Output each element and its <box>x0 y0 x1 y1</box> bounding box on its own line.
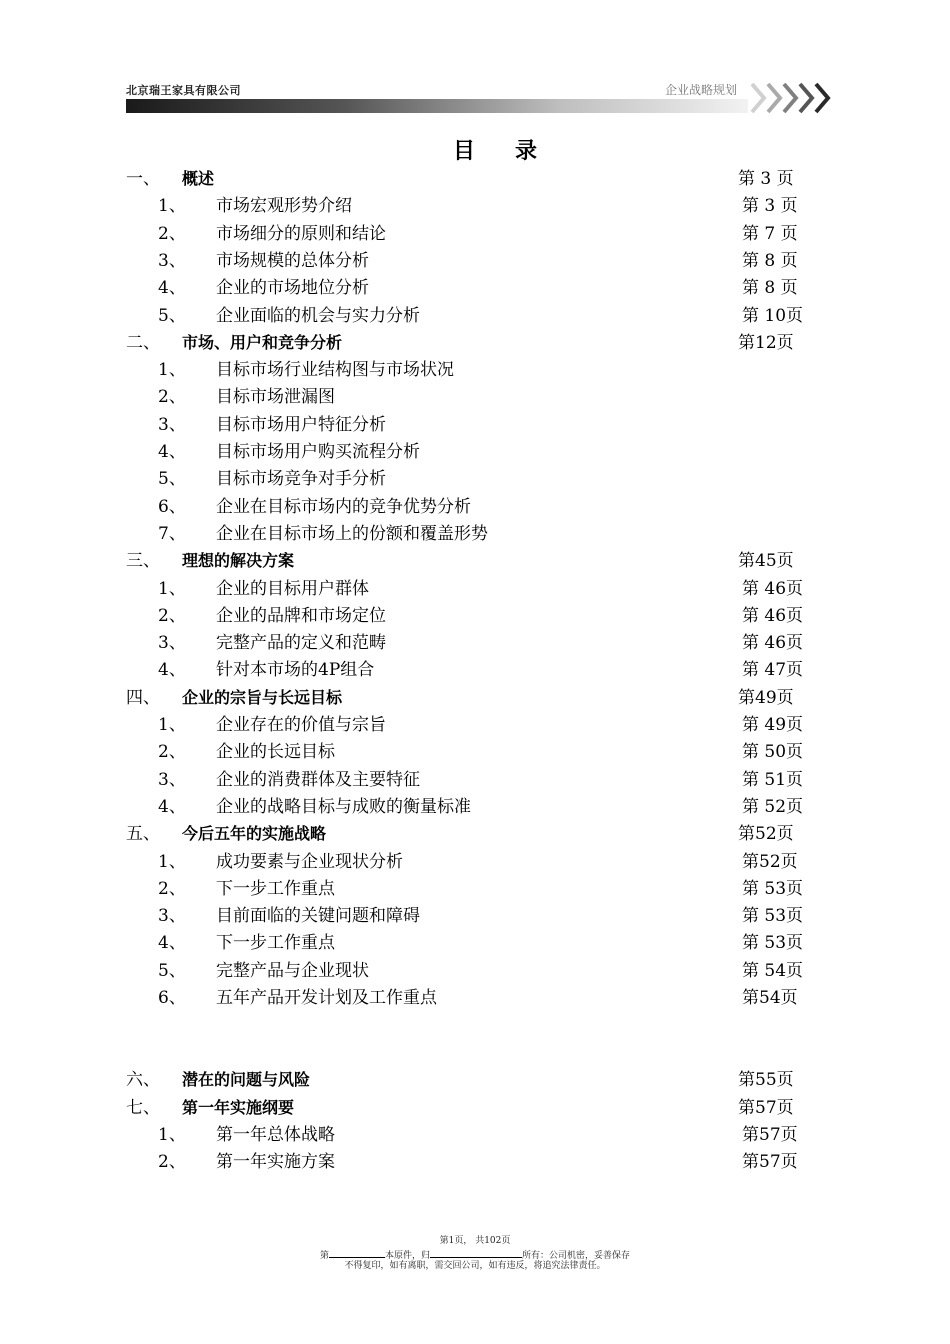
toc-page-ref: 第57页 <box>742 1152 798 1172</box>
toc-number: 1、 <box>158 1125 186 1145</box>
toc-label: 企业的品牌和市场定位 <box>216 606 386 626</box>
toc-number: 一、 <box>126 169 160 189</box>
toc-page-ref: 第 54页 <box>742 961 804 981</box>
toc-label: 完整产品与企业现状 <box>216 961 369 981</box>
toc-label: 企业在目标市场内的竞争优势分析 <box>216 497 471 517</box>
toc-label: 针对本市场的4P组合 <box>216 660 375 680</box>
toc-label: 市场细分的原则和结论 <box>216 224 386 244</box>
toc-section-row <box>0 1095 950 1121</box>
toc-number: 2、 <box>158 742 186 762</box>
footer-legal-line: 不得复印，如有离职，需交回公司，如有违反，将追究法律责任。 <box>344 1261 606 1271</box>
footer-page-info: 第1页， 共102页 <box>439 1236 511 1246</box>
toc-subsection-row <box>0 384 950 410</box>
toc-number: 二、 <box>126 333 160 353</box>
toc-label: 企业的消费群体及主要特征 <box>216 770 420 790</box>
footer-blank-1 <box>329 1248 385 1258</box>
toc-number: 2、 <box>158 387 186 407</box>
toc-section-row <box>0 330 950 356</box>
toc-subsection-row <box>0 985 950 1011</box>
toc-number: 3、 <box>158 633 186 653</box>
toc-title-right: 录 <box>515 138 538 164</box>
toc-subsection-row <box>0 712 950 738</box>
toc-number: 七、 <box>126 1098 160 1118</box>
toc-subsection-row <box>0 494 950 520</box>
toc-number: 3、 <box>158 251 186 271</box>
toc-number: 1、 <box>158 196 186 216</box>
footer-notice-a: 第 <box>319 1251 329 1261</box>
toc-page-ref: 第 51页 <box>742 770 804 790</box>
toc-number: 五、 <box>126 824 160 844</box>
toc-label: 第一年实施方案 <box>216 1152 335 1172</box>
toc-number: 2、 <box>158 1152 186 1172</box>
toc-subsection-row <box>0 439 950 465</box>
toc-number: 2、 <box>158 224 186 244</box>
toc-subsection-row <box>0 930 950 956</box>
toc-number: 四、 <box>126 688 160 708</box>
toc-subsection-row <box>0 357 950 383</box>
toc-subsection-row <box>0 958 950 984</box>
toc-number: 3、 <box>158 415 186 435</box>
toc-number: 2、 <box>158 879 186 899</box>
toc-section-row <box>0 166 950 192</box>
toc-page-ref: 第 47页 <box>742 660 804 680</box>
toc-subsection-row <box>0 739 950 765</box>
toc-label: 五年产品开发计划及工作重点 <box>216 988 437 1008</box>
toc-page-ref: 第 52页 <box>742 797 804 817</box>
toc-label: 今后五年的实施战略 <box>182 824 327 843</box>
footer-notice-c: 所有：公司机密，妥善保存 <box>522 1251 631 1261</box>
toc-subsection-row <box>0 248 950 274</box>
footer-notice-b: 本原件，归 <box>384 1251 430 1261</box>
toc-label: 企业的长远目标 <box>216 742 335 762</box>
toc-label: 第一年实施纲要 <box>182 1098 295 1117</box>
toc-page-ref: 第 46页 <box>742 579 804 599</box>
toc-page-ref: 第 7 页 <box>742 224 798 244</box>
toc-number: 5、 <box>158 469 186 489</box>
toc-subsection-row <box>0 521 950 547</box>
toc-subsection-row <box>0 767 950 793</box>
toc-label: 企业存在的价值与宗旨 <box>216 715 386 735</box>
toc-section-row <box>0 1067 950 1093</box>
toc-page-ref: 第 50页 <box>742 742 804 762</box>
toc-number: 六、 <box>126 1070 160 1090</box>
toc-page-ref: 第49页 <box>738 688 794 708</box>
toc-page-ref: 第 8 页 <box>742 251 798 271</box>
toc-number: 6、 <box>158 988 186 1008</box>
toc-page-ref: 第 3 页 <box>742 196 798 216</box>
toc-number: 5、 <box>158 306 186 326</box>
toc-label: 成功要素与企业现状分析 <box>216 852 403 872</box>
toc-number: 1、 <box>158 579 186 599</box>
toc-label: 完整产品的定义和范畴 <box>216 633 386 653</box>
toc-number: 1、 <box>158 852 186 872</box>
company-name: 北京瑞王家具有限公司 <box>126 84 241 97</box>
header-gradient-bar <box>126 99 748 113</box>
toc-title <box>0 134 950 165</box>
toc-subsection-row <box>0 412 950 438</box>
toc-page-ref: 第 46页 <box>742 633 804 653</box>
toc-label: 目前面临的关键问题和障碍 <box>216 906 420 926</box>
toc-section-row <box>0 821 950 847</box>
toc-page-ref: 第54页 <box>742 988 798 1008</box>
toc-label: 第一年总体战略 <box>216 1125 335 1145</box>
toc-page-ref: 第 10页 <box>742 306 804 326</box>
toc-label: 市场、用户和竞争分析 <box>182 333 343 352</box>
toc-label: 企业面临的机会与实力分析 <box>216 306 420 326</box>
toc-page-ref: 第 53页 <box>742 879 804 899</box>
toc-section-row <box>0 685 950 711</box>
toc-number: 4、 <box>158 933 186 953</box>
toc-label: 理想的解决方案 <box>182 551 295 570</box>
toc-label: 企业在目标市场上的份额和覆盖形势 <box>216 524 488 544</box>
toc-page-ref: 第 8 页 <box>742 278 798 298</box>
toc-subsection-row <box>0 576 950 602</box>
footer-blank-2 <box>430 1248 522 1258</box>
toc-page-ref: 第 46页 <box>742 606 804 626</box>
toc-page-ref: 第 53页 <box>742 933 804 953</box>
toc-page-ref: 第12页 <box>738 333 794 353</box>
toc-subsection-row <box>0 603 950 629</box>
toc-page-ref: 第 49页 <box>742 715 804 735</box>
toc-subsection-row <box>0 1122 950 1148</box>
toc-page-ref: 第57页 <box>738 1098 794 1118</box>
toc-number: 4、 <box>158 442 186 462</box>
toc-label: 市场规模的总体分析 <box>216 251 369 271</box>
toc-number: 1、 <box>158 360 186 380</box>
toc-section-row <box>0 548 950 574</box>
toc-number: 3、 <box>158 770 186 790</box>
toc-label: 企业的目标用户群体 <box>216 579 369 599</box>
toc-page-ref: 第45页 <box>738 551 794 571</box>
chevron-decoration-icon <box>750 80 840 116</box>
toc-label: 潜在的问题与风险 <box>182 1070 311 1089</box>
toc-page-ref: 第55页 <box>738 1070 794 1090</box>
toc-subsection-row <box>0 303 950 329</box>
toc-page-ref: 第52页 <box>738 824 794 844</box>
toc-subsection-row <box>0 630 950 656</box>
toc-page-ref: 第57页 <box>742 1125 798 1145</box>
toc-number: 7、 <box>158 524 186 544</box>
toc-number: 三、 <box>126 551 160 571</box>
toc-number: 4、 <box>158 278 186 298</box>
toc-number: 3、 <box>158 906 186 926</box>
toc-subsection-row <box>0 657 950 683</box>
toc-subsection-row <box>0 849 950 875</box>
toc-label: 目标市场竞争对手分析 <box>216 469 386 489</box>
toc-subsection-row <box>0 903 950 929</box>
toc-label: 企业的战略目标与成败的衡量标准 <box>216 797 471 817</box>
toc-label: 概述 <box>182 169 215 188</box>
toc-subsection-row <box>0 876 950 902</box>
toc-label: 目标市场行业结构图与市场状况 <box>216 360 454 380</box>
toc-subsection-row <box>0 1149 950 1175</box>
toc-label: 下一步工作重点 <box>216 933 335 953</box>
toc-label: 市场宏观形势介绍 <box>216 196 352 216</box>
toc-number: 6、 <box>158 497 186 517</box>
toc-number: 1、 <box>158 715 186 735</box>
toc-label: 目标市场用户购买流程分析 <box>216 442 420 462</box>
toc-label: 企业的宗旨与长远目标 <box>182 688 343 707</box>
toc-subsection-row <box>0 221 950 247</box>
toc-label: 目标市场用户特征分析 <box>216 415 386 435</box>
toc-number: 4、 <box>158 797 186 817</box>
toc-label: 企业的市场地位分析 <box>216 278 369 298</box>
toc-subsection-row <box>0 794 950 820</box>
toc-page-ref: 第 53页 <box>742 906 804 926</box>
toc-number: 2、 <box>158 606 186 626</box>
toc-number: 5、 <box>158 961 186 981</box>
toc-subsection-row <box>0 466 950 492</box>
toc-subsection-row <box>0 193 950 219</box>
toc-page-ref: 第 3 页 <box>738 169 794 189</box>
toc-page-ref: 第52页 <box>742 852 798 872</box>
toc-subsection-row <box>0 275 950 301</box>
toc-label: 下一步工作重点 <box>216 879 335 899</box>
toc-number: 4、 <box>158 660 186 680</box>
toc-title-left: 目 <box>452 138 475 164</box>
toc-label: 目标市场泄漏图 <box>216 387 335 407</box>
document-title: 企业战略规划 <box>665 83 738 97</box>
